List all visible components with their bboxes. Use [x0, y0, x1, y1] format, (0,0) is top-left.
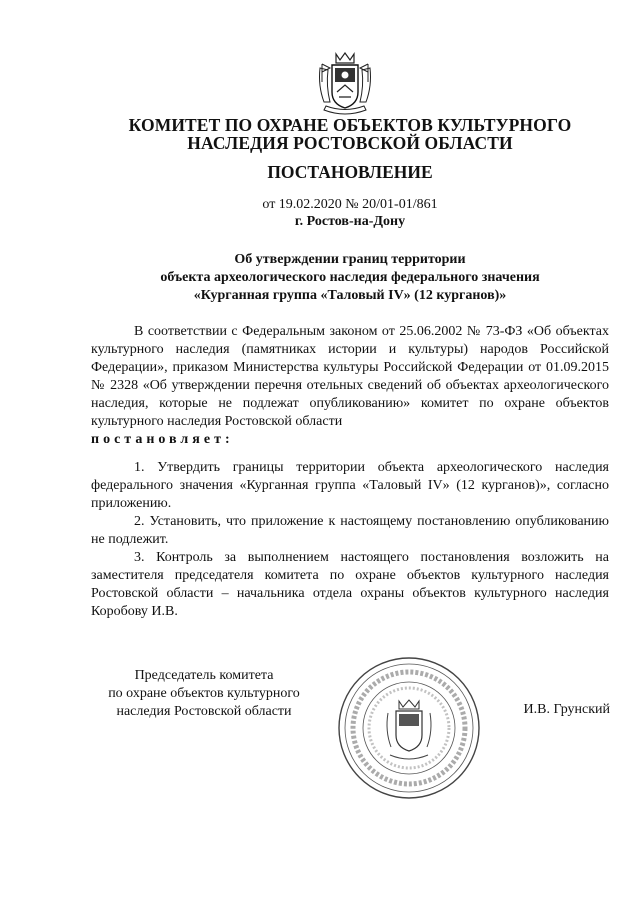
signatory-name: И.В. Грунский	[523, 702, 610, 717]
decree-word: постановляет:	[91, 432, 234, 447]
subject-line3: «Курганная группа «Таловый IV» (12 курганов)»	[193, 288, 507, 303]
document-type: ПОСТАНОВЛЕНИЕ	[267, 162, 433, 182]
position-line3: наследия Ростовской области	[116, 704, 292, 719]
signatory-position	[84, 667, 324, 721]
document-subject	[60, 251, 640, 305]
position-line2: по охране объектов культурного	[108, 686, 300, 701]
preamble-text: В соответствии с Федеральным законом от 25.06.2002 № 73-ФЗ «Об объектах культурного наследия (памятниках истории и культуры) народов Российской Федерации», приказом Министерства культуры Российской Федерации от 01.09.2015 № 2328 «Об утверждении перечня отельных сведений об объектах археологического наследия, которые не подлежат опубликованию» комитет по охране объектов культурного наследия Ростовской области	[91, 324, 609, 429]
decree-item-1: 1. Утвердить границы территории объекта археологического наследия федерального значения «Курганная группа «Таловый IV» (12 курганов)», согласно приложению.	[91, 460, 609, 511]
preamble-paragraph	[91, 323, 609, 449]
decree-item-3: 3. Контроль за выполнением настоящего постановления возложить на заместителя председателя комитета по охране объектов культурного наследия Ростовской области – начальника отдела охраны объектов культурного наследия Коробову И.В.	[91, 550, 609, 619]
decree-item-2: 2. Установить, что приложение к настоящему постановлению опубликованию не подлежит.	[91, 514, 609, 547]
decree-items	[91, 459, 609, 621]
organization-name-line2: НАСЛЕДИЯ РОСТОВСКОЙ ОБЛАСТИ	[187, 133, 513, 153]
position-line1: Председатель комитета	[134, 668, 274, 683]
organization-name-line1: КОМИТЕТ ПО ОХРАНЕ ОБЪЕКТОВ КУЛЬТУРНОГО	[128, 115, 572, 135]
coat-of-arms-icon	[316, 52, 374, 118]
subject-line2: объекта археологического наследия федерального значения	[160, 270, 540, 285]
subject-line1: Об утверждении границ территории	[234, 252, 466, 267]
organization-name	[60, 116, 640, 152]
city: г. Ростов-на-Дону	[294, 214, 406, 229]
preamble	[91, 323, 609, 449]
official-seal-icon	[336, 655, 482, 801]
date-number: от 19.02.2020 № 20/01-01/861	[262, 197, 438, 212]
